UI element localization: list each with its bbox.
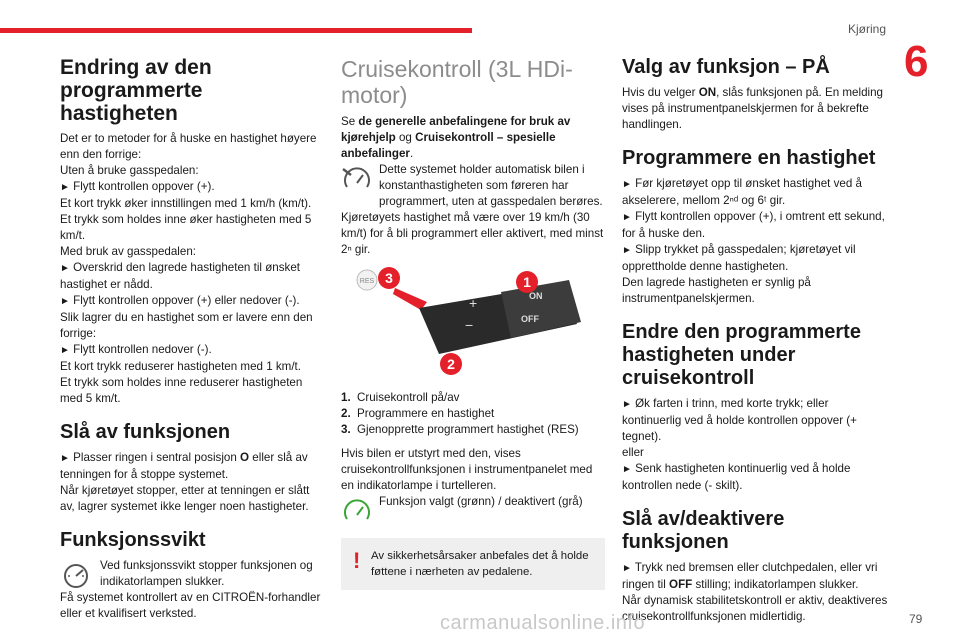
paragraph: Når kjøretøyet stopper, etter at tenningen er slått av, lagrer systemet ikke lenger noen hastigheter. [60, 484, 310, 513]
list-item: 3. Gjenopprette programmert hastighet (RES) [341, 423, 579, 436]
malfunction-notice: Ved funksjonssvikt stopper funksjonen og indikatorlampen slukker. [60, 558, 326, 590]
cruise-control-warning-icon [60, 559, 92, 591]
heading-change-programmed-speed: Endre den programmerte hastigheten under cruisekontroll [622, 321, 861, 389]
top-accent-bar [0, 28, 472, 33]
svg-text:2: 2 [447, 356, 455, 372]
off-label: OFF [521, 314, 539, 324]
bullet-arrow-icon: ► [60, 453, 70, 464]
list-item: 1. Cruisekontroll på/av [341, 391, 460, 404]
heading-malfunction: Funksjonssvikt [60, 529, 206, 551]
paragraph: Et trykk som holdes inne reduserer hastigheten med 5 km/t. [60, 376, 303, 405]
bullet-arrow-icon: ► [60, 345, 70, 356]
spacer [622, 133, 888, 147]
column-3 [622, 56, 888, 625]
bullet-item: ► Senk hastigheten kontinuerlig ved å holde kontrollen nede (- skilt). [622, 462, 851, 492]
bullet-item: ► Flytt kontrollen oppover (+) eller nedover (-). [60, 294, 300, 307]
paragraph: eller [622, 446, 644, 459]
spacer [622, 494, 888, 508]
bullet-arrow-icon: ► [622, 464, 632, 475]
spacer [622, 307, 888, 321]
bullet-item: ► Plasser ringen i sentral posisjon O eller slå av tenningen for å stoppe systemet. [60, 451, 308, 481]
heading-change-speed: Endring av den programmerte hastigheten [60, 56, 212, 125]
plus-label: + [469, 295, 478, 311]
bullet-arrow-icon: ► [60, 182, 70, 193]
cruise-control-indicator-icon [341, 495, 373, 527]
paragraph: Når dynamisk stabilitetskontroll er aktiv, deaktiveres cruisekontrollfunksjonen midlertidig. [622, 594, 888, 623]
bullet-item: ► Flytt kontrollen oppover (+). [60, 180, 215, 193]
bullet-arrow-icon: ► [622, 179, 632, 190]
section-title: Kjøring [847, 22, 886, 36]
paragraph: Det er to metoder for å huske en hastighet høyere enn den forrige: [60, 132, 317, 161]
safety-warning-box: ! Av sikkerhetsårsaker anbefales det å holde føttene i nærheten av pedalene. [341, 538, 605, 590]
bullet-arrow-icon: ► [622, 399, 632, 410]
svg-text:3: 3 [385, 270, 393, 286]
indicator-notice: Funksjon valgt (grønn) / deaktivert (grå) [341, 494, 605, 526]
cruise-control-stalk-figure [341, 264, 605, 384]
list-item: 2. Programmere en hastighet [341, 407, 495, 420]
bullet-item: ► Flytt kontrollen oppover (+), i omtrent ett sekund, for å huske den. [622, 210, 885, 240]
chapter-number: 6 [904, 37, 929, 86]
paragraph: Uten å bruke gasspedalen: [60, 164, 199, 177]
bullet-arrow-icon: ► [622, 245, 632, 256]
paragraph: Slik lagrer du en hastighet som er lavere enn den forrige: [60, 311, 313, 340]
bullet-item: ► Øk farten i trinn, med korte trykk; eller kontinuerlig ved å holde kontrollen oppover (+ tegnet). [622, 397, 857, 443]
system-description: Dette systemet holder automatisk bilen i konstanthastigheten som føreren har programmert, uten at gasspedalen berøres. [341, 162, 605, 210]
on-label: ON [529, 291, 543, 301]
paragraph: Kjøretøyets hastighet må være over 19 km/h (30 km/t) for å bli programmert eller aktivert, med minst 2ⁿ gir. [341, 211, 604, 256]
warning-exclamation-icon: ! [353, 548, 361, 573]
spacer [60, 515, 326, 529]
res-label: RES [359, 278, 375, 285]
intro-paragraph: Se de generelle anbefalingene for bruk av kjørehjelp og Cruisekontroll – spesielle anbefalinger. [341, 115, 571, 160]
paragraph: Et kort trykk øker innstillingen med 1 km/h (km/t). [60, 197, 312, 210]
bullet-item: ► Trykk ned bremsen eller clutchpedalen, eller vri ringen til OFF stilling; indikatorlampen slukker. [622, 561, 878, 591]
bullet-item: ► Flytt kontrollen nedover (-). [60, 343, 212, 356]
heading-deactivate: Slå av/deaktivere funksjonen [622, 508, 785, 553]
bullet-arrow-icon: ► [622, 212, 632, 223]
paragraph: Få systemet kontrollert av en CITROËN-forhandler eller et kvalifisert verksted. [60, 591, 321, 620]
minus-label: − [465, 317, 474, 333]
paragraph: Hvis du velger ON, slås funksjonen på. En melding vises på instrumentpanelskjermen for å bekrefte handlingen. [622, 86, 883, 131]
paragraph: Et kort trykk reduserer hastigheten med 1 km/t. [60, 360, 301, 373]
column-2 [341, 56, 605, 590]
svg-text:1: 1 [523, 274, 531, 290]
pointer-arrow [393, 288, 427, 310]
column-1 [60, 56, 326, 622]
stalk-ring [501, 280, 581, 338]
page-number: 79 [909, 612, 923, 626]
heading-cruise-control: Cruisekontroll (3L HDi-motor) [341, 56, 573, 108]
spacer [60, 407, 326, 421]
paragraph: Et trykk som holdes inne øker hastigheten med 5 km/t. [60, 213, 312, 242]
bullet-item: ► Slipp trykket på gasspedalen; kjøretøyet vil opprettholde denne hastigheten. [622, 243, 856, 273]
paragraph: Med bruk av gasspedalen: [60, 245, 196, 258]
bullet-arrow-icon: ► [622, 563, 632, 574]
paragraph: Den lagrede hastigheten er synlig på instrumentpanelskjermen. [622, 276, 811, 305]
speedometer-hand-icon [341, 163, 373, 195]
heading-select-on: Valg av funksjon – PÅ [622, 56, 830, 78]
figure-legend [341, 390, 605, 438]
bullet-item: ► Før kjøretøyet opp til ønsket hastighet ved å akselerere, mellom 2ⁿᵈ og 6ᵗ gir. [622, 177, 862, 207]
watermark: carmanualsonline.info [440, 612, 646, 634]
bullet-arrow-icon: ► [60, 263, 70, 274]
heading-switch-off: Slå av funksjonen [60, 421, 231, 443]
bullet-item: ► Overskrid den lagrede hastigheten til ønsket hastighet er nådd. [60, 261, 300, 291]
bullet-arrow-icon: ► [60, 296, 70, 307]
heading-program-speed: Programmere en hastighet [622, 147, 876, 169]
paragraph: Hvis bilen er utstyrt med den, vises cruisekontrollfunksjonen i instrumentpanelet med en indikatorlampe i turtelleren. [341, 447, 593, 492]
